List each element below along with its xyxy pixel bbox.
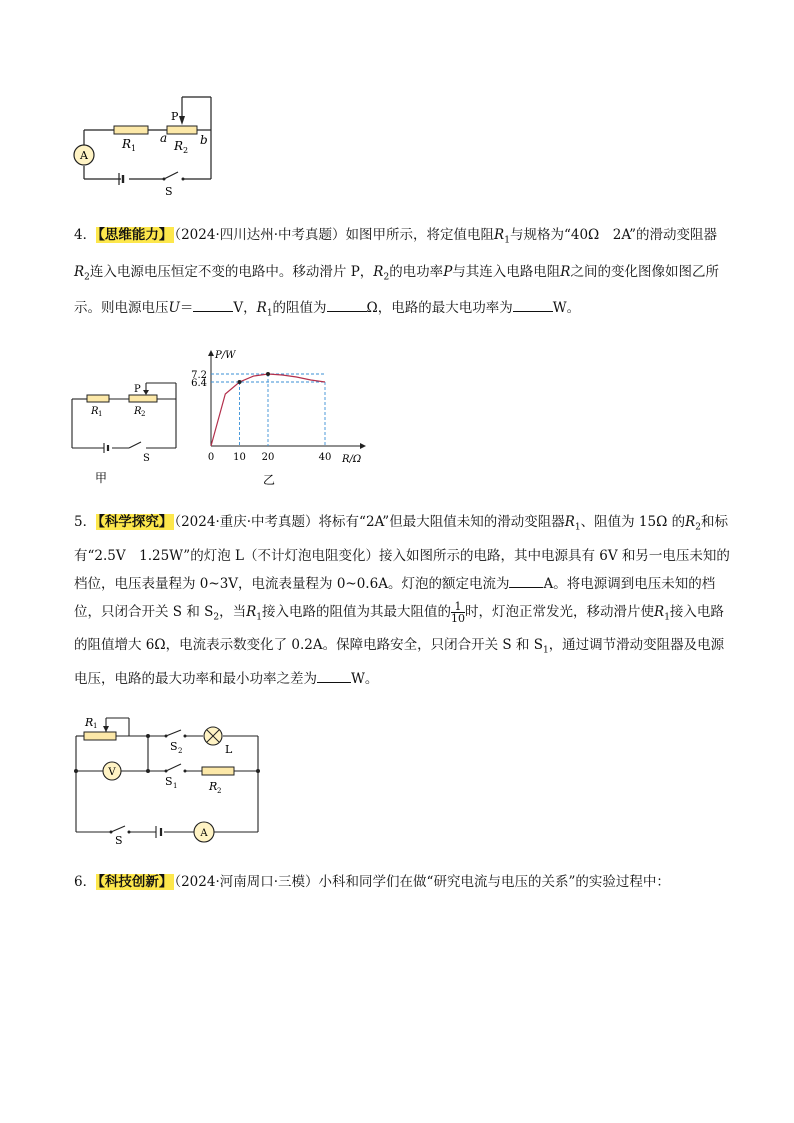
svg-text:R: R <box>209 780 218 793</box>
y-axis-label: P/W <box>215 350 236 361</box>
svg-text:R: R <box>122 137 132 151</box>
svg-text:2: 2 <box>141 410 146 418</box>
question-6: 6． 【科技创新】 （2024·河南周口·三模）小科和同学们在做“研究电流与电压的关系”的实验过程中： <box>74 874 670 890</box>
svg-text:R: R <box>174 139 184 153</box>
circuit-diagram-jia <box>66 375 186 487</box>
svg-text:A: A <box>80 149 88 162</box>
svg-text:R: R <box>85 716 94 729</box>
svg-text:P: P <box>171 110 179 123</box>
svg-text:S: S <box>170 740 178 753</box>
data-point <box>238 380 242 384</box>
chart-caption: 乙 <box>263 473 276 487</box>
svg-text:1: 1 <box>173 782 178 790</box>
tag-science: 【科学探究】 <box>98 514 173 530</box>
y-tick-label: 7.2 <box>191 370 207 381</box>
resistor-r2 <box>202 767 234 775</box>
svg-text:2: 2 <box>183 146 189 155</box>
circuit-diagram-q5 <box>66 710 266 845</box>
svg-text:S: S <box>165 775 173 788</box>
question-5: 5． 【科学探究】 （2024·重庆·中考真题）将标有“2A”但最大阻值未知的滑动变阻器$R_1$、阻值为 15Ω 的$R_2$和标有“2.5V 1.25W”的灯泡 L（不计灯泡电阻变化）接入如图所示的电路，其中电源具有 6V 和另一电压未知的档位，电压表量程为 0~3V，电流表量程为 0~0.6A。灯泡的额定电流为 A。将电源调到电压未知的档位，只闭合开关 S 和 $S_2$，当$R_1$接入电路的阻值为其最大阻值的 $\frac{1}{10}$ 时，灯泡正常发光，移动滑片使$R_1$接入电路的阻值增大 6Ω，电流表示数变化了 0.2A。保障电路安全，只闭合开关 S 和 $S_1$，通过调节滑动变阻器及电源电压，电路的最大功率和最小功率之差为 W。 <box>74 514 730 688</box>
svg-text:S: S <box>143 453 150 464</box>
tag-technology: 【科技创新】 <box>98 874 173 890</box>
svg-text:2: 2 <box>178 747 183 755</box>
svg-text:P: P <box>134 384 141 395</box>
rheostat-r2 <box>167 126 197 134</box>
svg-text:S: S <box>165 185 173 198</box>
svg-text:1: 1 <box>131 144 137 153</box>
svg-text:S: S <box>115 834 123 845</box>
answer-blank-power-diff[interactable] <box>317 668 351 683</box>
svg-text:A: A <box>200 828 208 839</box>
rheostat-r1 <box>84 732 116 740</box>
circuit-diagram-top <box>70 92 220 202</box>
svg-text:V: V <box>108 767 116 778</box>
svg-text:1: 1 <box>93 722 98 730</box>
x-tick-label: 40 <box>318 452 332 463</box>
x-tick-label: 0 <box>207 452 215 463</box>
answer-blank-power[interactable] <box>513 297 553 312</box>
svg-text:L: L <box>225 743 233 756</box>
resistor-r1 <box>114 126 148 134</box>
answer-blank-current[interactable] <box>509 573 543 588</box>
svg-text:R: R <box>91 406 99 417</box>
answer-blank-resistance[interactable] <box>327 297 367 312</box>
svg-text:a: a <box>160 131 168 145</box>
fraction-one-tenth: $\frac{1}{10}$ <box>451 599 466 625</box>
svg-text:2: 2 <box>217 787 222 795</box>
power-resistance-chart <box>183 345 383 490</box>
question-4: 4． 【思维能力】 （2024·四川达州·中考真题）如图甲所示，将定值电阻$R_1$与规格为“40Ω 2A”的滑动变阻器 $R_2$连入电源电压恒定不变的电路中。移动滑片 P，$R_2$的电功率P与其连入电路电阻R之间的变化图像如图乙所示。则电源电压U＝ V，$R_1$的阻值为 Ω，电路的最大电功率为 W。 <box>74 227 719 320</box>
x-tick-label: 10 <box>233 452 246 463</box>
y-tick-label: 6.4 <box>191 378 207 389</box>
svg-text:甲: 甲 <box>95 471 108 485</box>
data-point <box>266 372 270 376</box>
svg-text:1: 1 <box>98 410 103 418</box>
answer-blank-voltage[interactable] <box>193 297 233 312</box>
svg-text:b: b <box>200 133 208 147</box>
x-tick-label: 20 <box>261 452 275 463</box>
x-axis-label: R/Ω <box>342 454 362 465</box>
svg-text:R: R <box>134 406 142 417</box>
tag-thinking: 【思维能力】 <box>98 227 173 243</box>
